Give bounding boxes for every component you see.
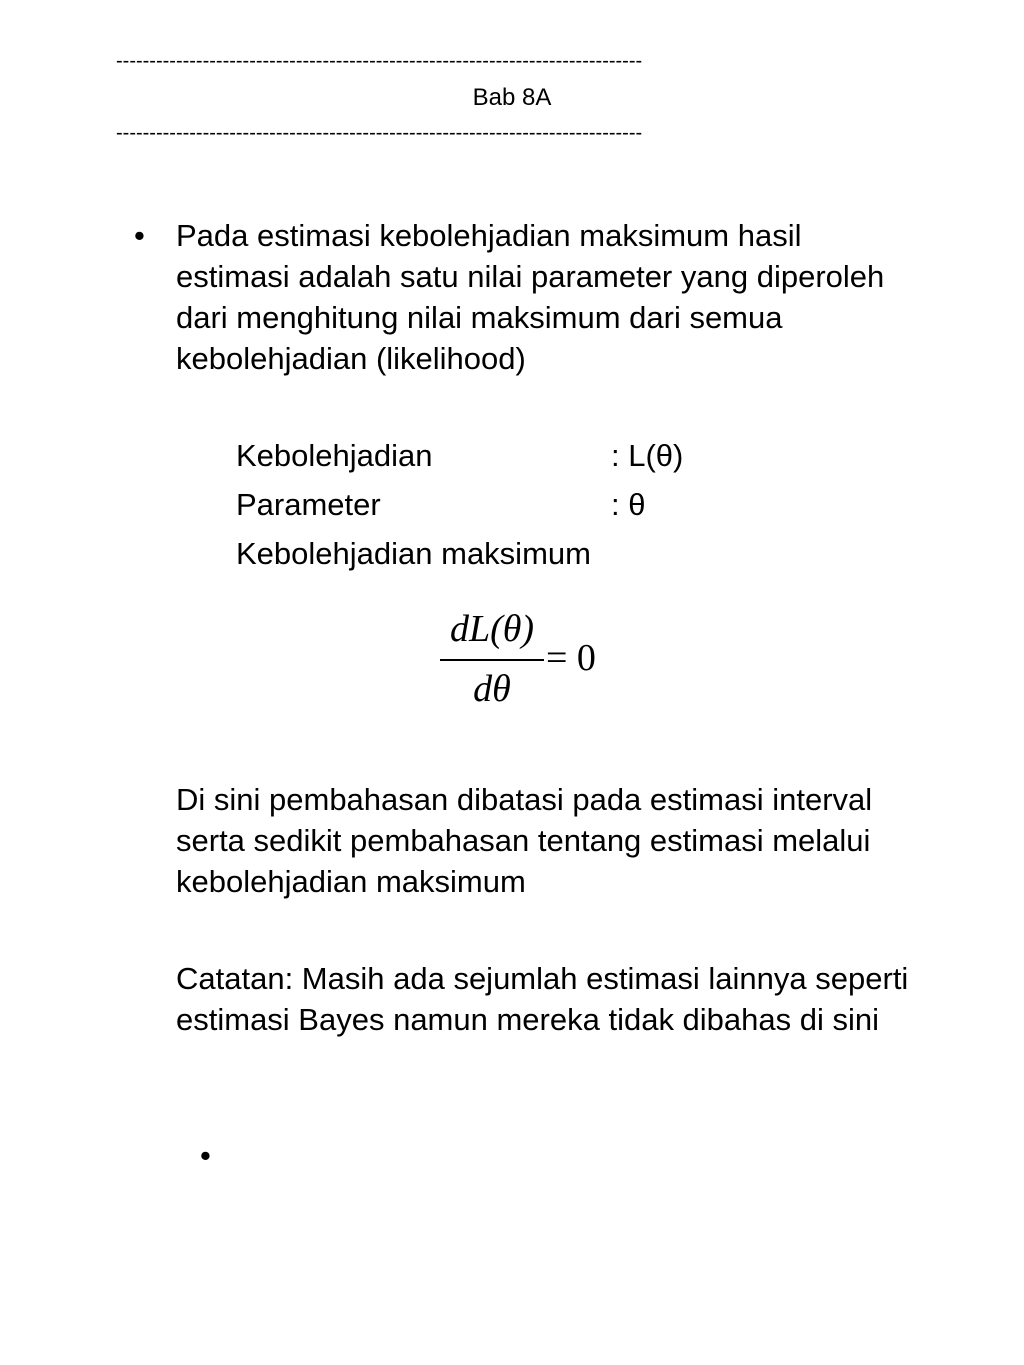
definition-value: : θ	[611, 487, 646, 522]
empty-bullet-marker: •	[200, 1138, 211, 1173]
bullet-marker: •	[134, 218, 145, 253]
definition-row-likelihood	[236, 431, 736, 480]
chapter-title: Bab 8A	[472, 84, 552, 111]
definition-row-parameter	[236, 480, 736, 529]
equation-right-hand-side: = 0	[546, 637, 596, 679]
paragraph-note: Catatan: Masih ada sejumlah estimasi lainnya seperti estimasi Bayes namun mereka tidak dibahas di sini	[176, 961, 909, 1037]
definition-value: : L(θ)	[611, 438, 684, 473]
equation-denominator: dθ	[473, 668, 511, 710]
equation-numerator: dL(θ)	[449, 608, 535, 650]
header-dashed-rule-top: -------------------------------------------------------------------------------	[116, 50, 643, 72]
fraction-bar	[440, 659, 544, 661]
paragraph-mle-definition: Pada estimasi kebolehjadian maksimum hasil estimasi adalah satu nilai parameter yang diperoleh dari menghitung nilai maksimum dari semua kebolehjadian (likelihood)	[176, 218, 885, 376]
definition-label: Kebolehjadian	[236, 438, 433, 473]
paragraph-scope: Di sini pembahasan dibatasi pada estimasi interval serta sedikit pembahasan tentang estimasi melalui kebolehjadian maksimum	[176, 782, 873, 899]
derivative-equation	[430, 606, 630, 710]
header-dashed-rule-bottom: -------------------------------------------------------------------------------	[116, 122, 643, 144]
definition-label: Kebolehjadian maksimum	[236, 536, 591, 571]
definition-row-max-likelihood	[236, 529, 736, 578]
definition-label: Parameter	[236, 487, 381, 522]
